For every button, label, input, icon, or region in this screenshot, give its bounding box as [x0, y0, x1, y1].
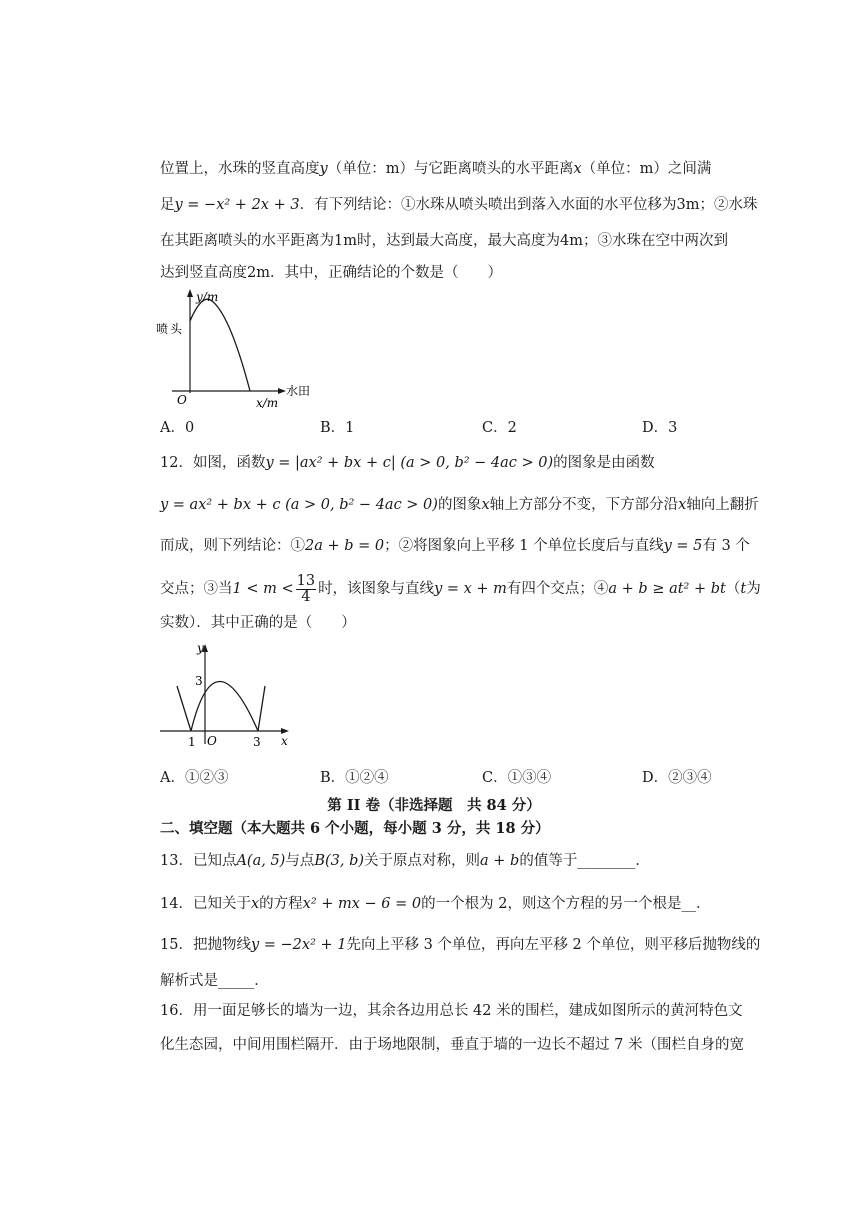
q11-parabola-curve	[190, 299, 250, 391]
q12-line-1: 12．如图，函数y = |ax² + bx + c| (a > 0, b² − 4ac > 0)的图象是由函数	[160, 455, 655, 471]
q12-tick-3-x: 3	[253, 735, 261, 749]
q11-line-1: 位置上，水珠的竖直高度y（单位：m）与它距离喷头的水平距离x（单位：m）之间满	[160, 161, 712, 177]
q15-line-2[interactable]: 解析式是_____．	[160, 973, 269, 989]
q12-option-b[interactable]: B．①②④	[320, 770, 389, 786]
q14-line: 14．已知关于x的方程x² + mx − 6 = 0的一个根为 2，则这个方程的另一个根是__．	[160, 896, 711, 912]
q11-x-arrow-icon	[278, 388, 286, 394]
q11-parabola-figure	[150, 285, 320, 413]
q12-line-3: 而成，则下列结论：①2a + b = 0；②将图象向上平移 1 个单位长度后与直线y = 5有 3 个	[160, 538, 750, 554]
q11-line-4: 达到竖直高度2m．其中，正确结论的个数是（ ）	[160, 265, 502, 281]
q11-option-d[interactable]: D．3	[642, 420, 678, 436]
q12-fraction: $\frac{13}{4}$	[296, 572, 316, 605]
q12-equation-base: y = ax² + bx + c (a > 0, b² − 4ac > 0)	[160, 497, 438, 513]
q12-option-a[interactable]: A．①②③	[160, 770, 229, 786]
q11-option-a[interactable]: A．0	[160, 420, 195, 436]
q11-option-b[interactable]: B．1	[320, 420, 355, 436]
q12-right-branch	[258, 686, 265, 731]
q11-left-label: 喷	[156, 322, 169, 336]
q12-options	[160, 766, 720, 788]
q16-line-1: 16．用一面足够长的墙为一边，其余各边用总长 42 米的围栏，建成如图所示的黄河特色文	[160, 1003, 743, 1019]
q11-option-c[interactable]: C．2	[482, 420, 517, 436]
q11-equation: y = −x² + 2x + 3	[174, 197, 300, 213]
q12-line-2: y = ax² + bx + c (a > 0, b² − 4ac > 0)的图象x轴上方部分不变，下方部分沿x轴向上翻折	[160, 497, 759, 513]
q11-left-label-2: 头	[170, 322, 183, 336]
q12-y-label: y	[197, 641, 204, 655]
q12-tick-3-y: 3	[195, 674, 203, 688]
section-2-title: 第 II 卷（非选择题 共 84 分）	[327, 797, 541, 814]
q11-x-label: x/m	[256, 396, 279, 410]
q15-line-1: 15．把抛物线y = −2x² + 1先向上平移 3 个单位，再向左平移 2 个单位，则平移后抛物线的	[160, 937, 761, 953]
q11-y-label: y/m	[196, 290, 219, 304]
q16-line-2: 化生态园，中间用围栏隔开．由于场地限制，垂直于墙的一边长不超过 7 米（围栏自身的宽	[160, 1037, 744, 1053]
q12-equation-abs: y = |ax² + bx + c| (a > 0, b² − 4ac > 0)	[265, 455, 554, 471]
fill-in-section-title: 二、填空题（本大题共 6 个小题，每小题 3 分，共 18 分）	[160, 820, 550, 837]
q12-line-5: 实数）．其中正确的是（ ）	[160, 615, 356, 631]
q12-option-d[interactable]: D．②③④	[642, 770, 712, 786]
q11-options	[160, 416, 720, 438]
q12-option-c[interactable]: C．①③④	[482, 770, 552, 786]
q12-left-branch	[177, 686, 191, 731]
q11-origin-label: O	[177, 393, 187, 407]
q11-right-label: 水田	[286, 384, 311, 398]
q11-y-arrow-icon	[187, 289, 193, 297]
q12-arch	[191, 682, 258, 732]
q12-tick-neg1: 1	[188, 735, 196, 749]
q11-line-3: 在其距离喷头的水平距离为1m时，达到最大高度，最大高度为4m；③水珠在空中两次到	[160, 233, 728, 249]
q12-origin-label: O	[207, 734, 217, 748]
q12-x-label: x	[281, 734, 288, 748]
q12-line-4: 交点；③当1 < m < $\frac{13}{4}$ 时，该图象与直线y = x + m有四个交点；④a + b ≥ at² + bt（t为	[160, 572, 761, 605]
q12-abs-parabola-figure	[155, 638, 305, 756]
q11-line-2: 足y = −x² + 2x + 3．有下列结论：①水珠从喷头喷出到落入水面的水平位移为3m；②水珠	[160, 197, 758, 213]
q13-line: 13．已知点A(a, 5)与点B(3, b)关于原点对称，则a + b的值等于________．	[160, 853, 650, 869]
